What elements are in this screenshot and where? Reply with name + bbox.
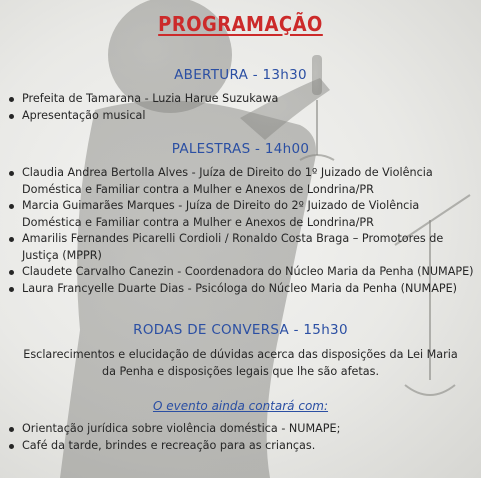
- list-item: Amarilis Fernandes Picarelli Cordioli / Ronaldo Costa Braga – Promotores de Justiça (MPPR): [8, 231, 476, 264]
- rodas-description: Esclarecimentos e elucidação de dúvidas acerca das disposições da Lei Maria da Penha e disposições legais que lhe são afetas.: [23, 348, 458, 378]
- list-item: Claudia Andrea Bertolla Alves - Juíza de Direito do 1º Juizado de Violência Doméstica e Familiar contra a Mulher e Anexos de Londrina/PR: [8, 165, 476, 198]
- bullet-icon: [9, 427, 14, 432]
- rodas-heading: RODAS DE CONVERSA - 15h30: [133, 322, 348, 338]
- list-item: Orientação jurídica sobre violência doméstica - NUMAPE;: [8, 421, 476, 438]
- bullet-icon: [9, 287, 14, 292]
- bullet-icon: [9, 444, 14, 449]
- list-item: Laura Francyelle Duarte Dias - Psicóloga do Núcleo Maria da Penha (NUMAPE): [8, 281, 476, 298]
- extras-list: [8, 421, 476, 454]
- bullet-icon: [9, 114, 14, 119]
- list-item: Prefeita de Tamarana - Luzia Harue Suzukawa: [8, 91, 476, 108]
- bullet-icon: [9, 97, 14, 102]
- abertura-heading: ABERTURA - 13h30: [174, 67, 307, 83]
- palestras-heading: PALESTRAS - 14h00: [171, 141, 310, 157]
- abertura-list: [8, 91, 476, 124]
- list-item: Café da tarde, brindes e recreação para as crianças.: [8, 438, 476, 455]
- list-item: Apresentação musical: [8, 108, 476, 125]
- palestras-list: [8, 165, 476, 297]
- extras-heading: O evento ainda contará com:: [152, 399, 329, 413]
- list-item: Claudete Carvalho Canezin - Coordenadora do Núcleo Maria da Penha (NUMAPE): [8, 264, 476, 281]
- bullet-icon: [9, 237, 14, 242]
- list-item: Marcia Guimarães Marques - Juíza de Direito do 2º Juizado de Violência Doméstica e Familiar contra a Mulher e Anexos de Londrina/PR: [8, 198, 476, 231]
- bullet-icon: [9, 204, 14, 209]
- program-title: PROGRAMAÇÃO: [158, 12, 323, 36]
- bullet-icon: [9, 270, 14, 275]
- bullet-icon: [9, 171, 14, 176]
